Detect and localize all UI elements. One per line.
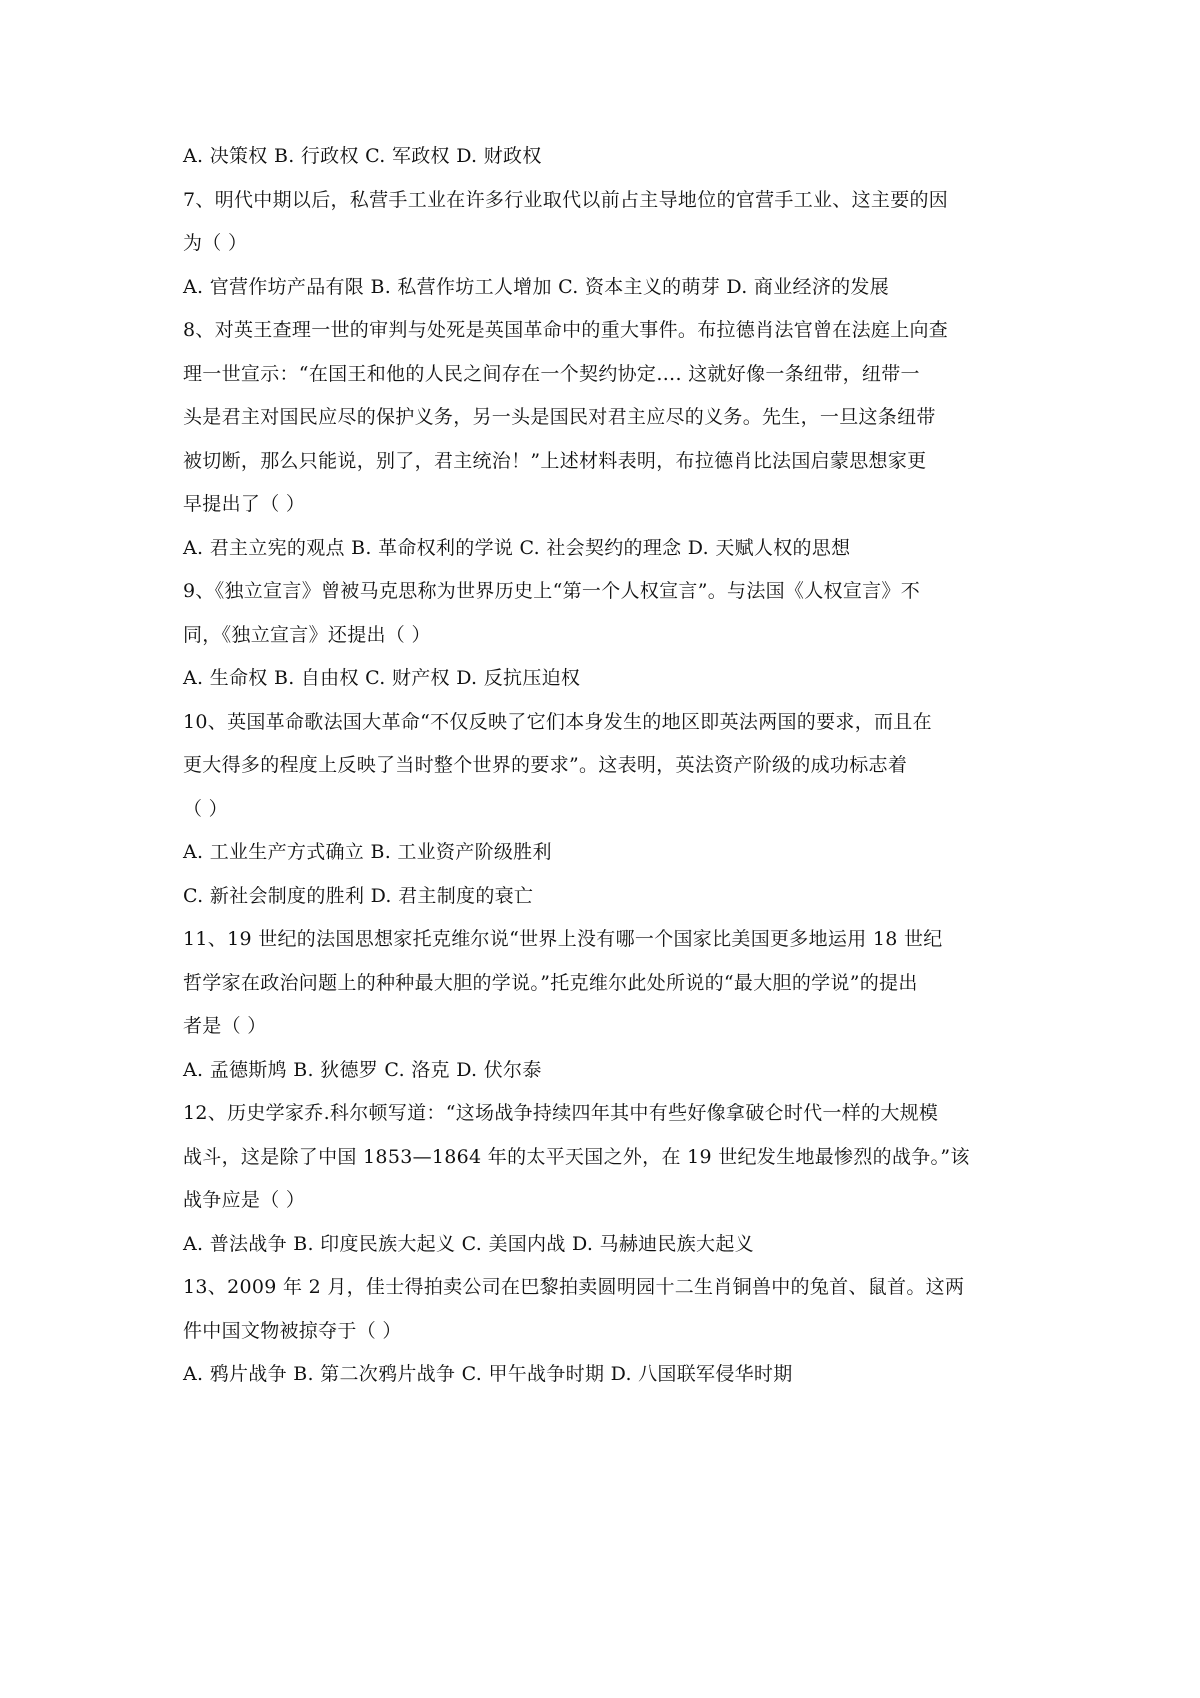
q8-stem-line-1: 8、对英王查理一世的审判与处死是英国革命中的重大事件。布拉德肖法官曾在法庭上向查 xyxy=(183,319,949,341)
q11-stem-line-2: 哲学家在政治问题上的种种最大胆的学说。”托克维尔此处所说的“最大胆的学说”的提出 xyxy=(183,972,918,994)
q9-stem-line-2: 同，《独立宣言》还提出（ ） xyxy=(183,624,431,646)
q11-stem-line-3: 者是（ ） xyxy=(183,1015,267,1037)
q12-options: A. 普法战争 B. 印度民族大起义 C. 美国内战 D. 马赫迪民族大起义 xyxy=(183,1233,754,1255)
q8-stem-line-5: 早提出了（ ） xyxy=(183,493,306,515)
q8-stem-line-4: 被切断，那么只能说，别了，君主统治！”上述材料表明，布拉德肖比法国启蒙思想家更 xyxy=(183,450,927,472)
q11-options: A. 孟德斯鸠 B. 狄德罗 C. 洛克 D. 伏尔泰 xyxy=(183,1059,542,1081)
q9-stem-line-1: 9、《独立宣言》曾被马克思称为世界历史上“第一个人权宣言”。与法国《人权宣言》不 xyxy=(183,580,921,602)
q12-stem-line-2: 战斗，这是除了中国 1853—1864 年的太平天国之外，在 19 世纪发生地最惨烈的战争。”该 xyxy=(183,1146,970,1168)
q8-stem-line-3: 头是君主对国民应尽的保护义务，另一头是国民对君主应尽的义务。先生，一旦这条纽带 xyxy=(183,406,936,428)
q8-stem-line-2: 理一世宣示：“在国王和他的人民之间存在一个契约协定…. 这就好像一条纽带，纽带一 xyxy=(183,363,920,385)
q13-stem-line-1: 13、2009 年 2 月，佳士得拍卖公司在巴黎拍卖圆明园十二生肖铜兽中的兔首、鼠首。这两 xyxy=(183,1276,965,1298)
q10-stem-line-3: （ ） xyxy=(183,798,228,820)
q10-stem-line-2: 更大得多的程度上反映了当时整个世界的要求”。这表明，英法资产阶级的成功标志着 xyxy=(183,754,908,776)
q9-options: A. 生命权 B. 自由权 C. 财产权 D. 反抗压迫权 xyxy=(183,667,581,689)
q7-options: A. 官营作坊产品有限 B. 私营作坊工人增加 C. 资本主义的萌芽 D. 商业经济的发展 xyxy=(183,276,890,298)
q8-options: A. 君主立宪的观点 B. 革命权利的学说 C. 社会契约的理念 D. 天赋人权的思想 xyxy=(183,537,851,559)
q11-stem-line-1: 11、19 世纪的法国思想家托克维尔说“世界上没有哪一个国家比美国更多地运用 18 世纪 xyxy=(183,928,943,950)
q7-stem-line-1: 7、明代中期以后，私营手工业在许多行业取代以前占主导地位的官营手工业、这主要的因 xyxy=(183,189,949,211)
q10-stem-line-1: 10、英国革命歌法国大革命“不仅反映了它们本身发生的地区即英法两国的要求，而且在 xyxy=(183,711,932,733)
q12-stem-line-3: 战争应是（ ） xyxy=(183,1189,306,1211)
q10-options-cd: C. 新社会制度的胜利 D. 君主制度的衰亡 xyxy=(183,885,534,907)
q10-options-ab: A. 工业生产方式确立 B. 工业资产阶级胜利 xyxy=(183,841,552,863)
q12-stem-line-1: 12、历史学家乔.科尔顿写道：“这场战争持续四年其中有些好像拿破仑时代一样的大规模 xyxy=(183,1102,939,1124)
q13-stem-line-2: 件中国文物被掠夺于（ ） xyxy=(183,1320,402,1342)
q13-options: A. 鸦片战争 B. 第二次鸦片战争 C. 甲午战争时期 D. 八国联军侵华时期 xyxy=(183,1363,793,1385)
q7-stem-line-2: 为（ ） xyxy=(183,232,248,254)
q6-options: A. 决策权 B. 行政权 C. 军政权 D. 财政权 xyxy=(183,145,542,167)
